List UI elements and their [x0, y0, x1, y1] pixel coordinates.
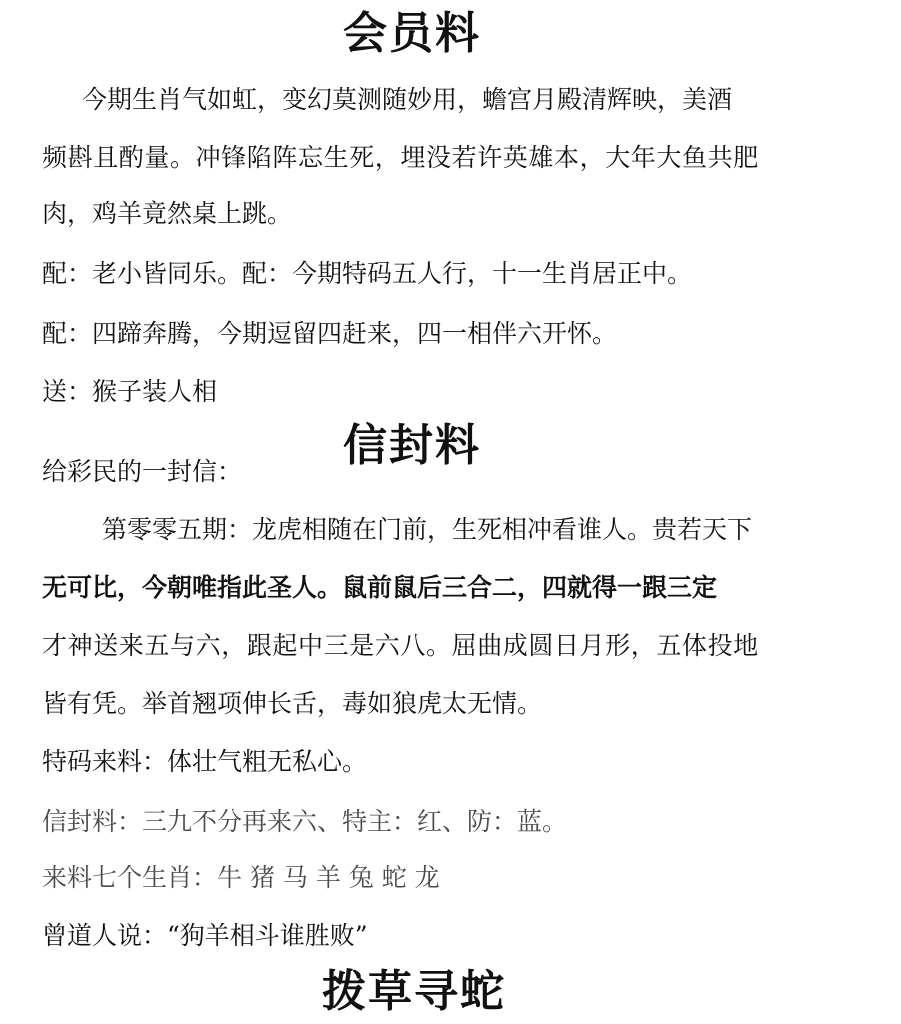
section-title-envelope: 信封料 [343, 420, 481, 471]
member-line-1: 今期生肖气如虹，变幻莫测随妙用，蟾宫月殿清辉映，美酒 [82, 85, 733, 114]
envelope-line-4: 皆有凭。举首翘项伸长舌，毒如狼虎太无情。 [42, 689, 543, 718]
envelope-line-8: 曾道人说：“狗羊相斗谁胜败” [42, 921, 368, 950]
envelope-line-6: 信封料：三九不分再来六、特主：红、防：蓝。 [42, 807, 568, 836]
member-line-6: 送：猴子装人相 [42, 377, 218, 406]
envelope-line-3: 才神送来五与六，跟起中三是六八。屈曲成圆日月形，五体投地 [42, 631, 759, 660]
envelope-greeting: 给彩民的一封信： [42, 457, 243, 486]
envelope-line-5: 特码来料：体壮气粗无私心。 [42, 747, 368, 776]
envelope-line-7: 来料七个生肖：牛 猪 马 羊 兔 蛇 龙 [42, 863, 440, 892]
member-line-2: 频斟且酌量。冲锋陷阵忘生死，埋没若许英雄本，大年大鱼共肥 [42, 143, 759, 172]
envelope-line-1: 第零零五期：龙虎相随在门前，生死相冲看谁人。贵若天下 [102, 515, 753, 544]
section-title-member: 会员料 [343, 8, 481, 59]
member-line-4: 配：老小皆同乐。配：今期特码五人行，十一生肖居正中。 [42, 259, 693, 288]
section-title-snake: 拨草寻蛇 [322, 966, 506, 1017]
member-line-5: 配：四蹄奔腾，今期逗留四赶来，四一相伴六开怀。 [42, 319, 618, 348]
member-line-3: 肉，鸡羊竟然桌上跳。 [42, 199, 293, 228]
envelope-line-2: 无可比，今朝唯指此圣人。鼠前鼠后三合二，四就得一跟三定 [42, 573, 718, 602]
